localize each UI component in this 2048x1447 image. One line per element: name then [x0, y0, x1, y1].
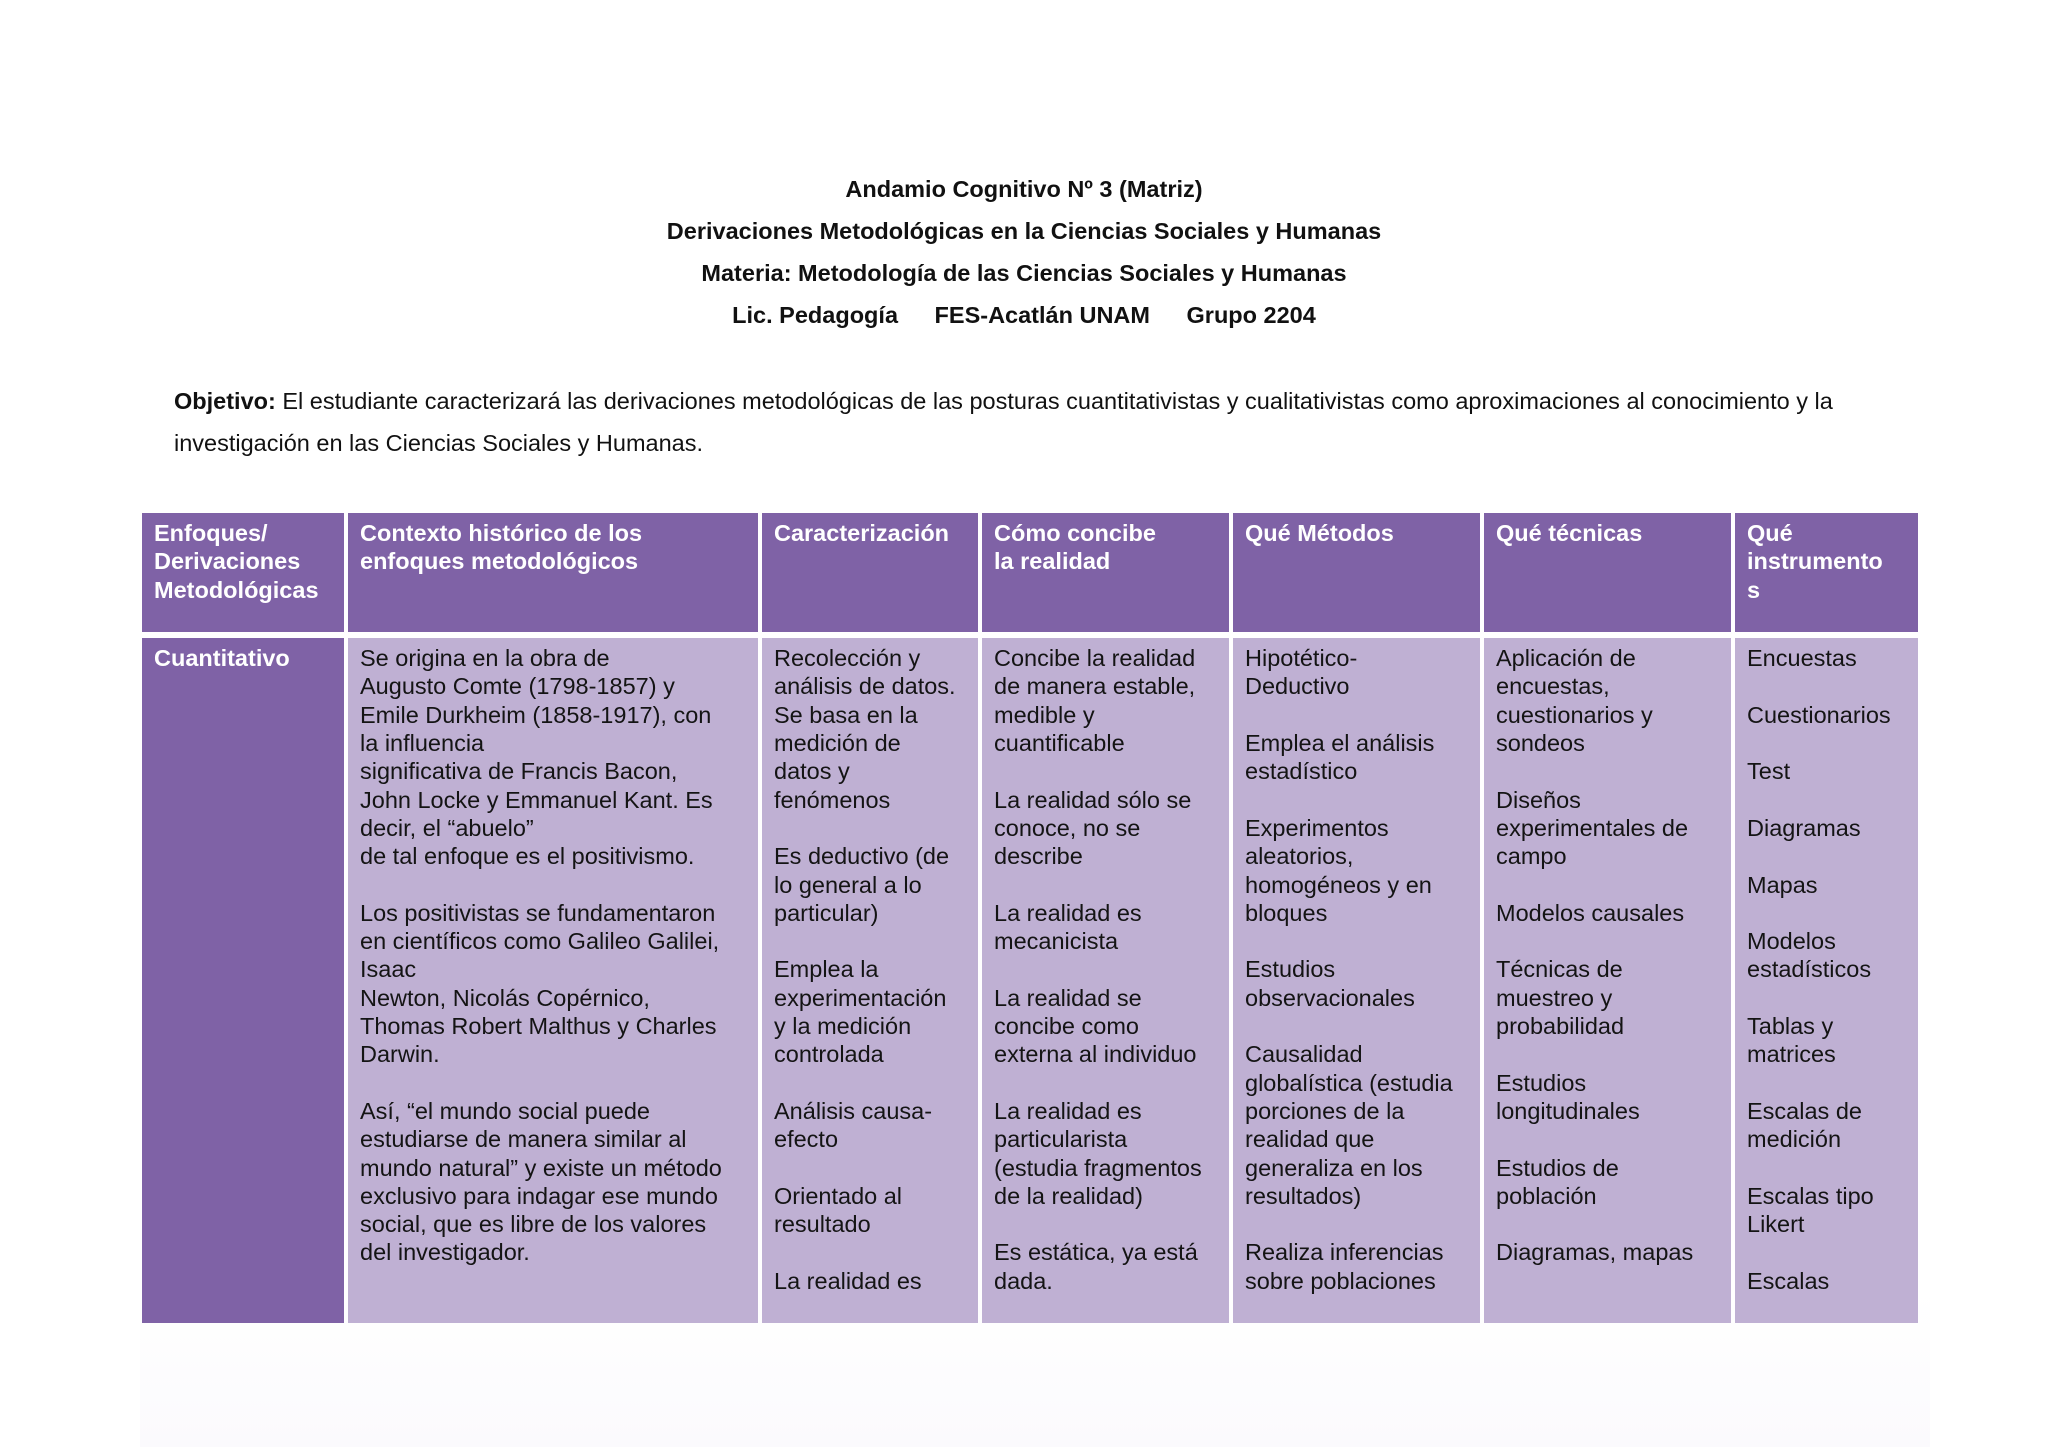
list-item: Técnicas de muestreo y probabilidad: [1496, 956, 1625, 1040]
methodology-matrix: [138, 513, 1922, 1323]
list-item: Cuestionarios: [1747, 701, 1891, 728]
cell-techniques: [1484, 638, 1731, 1323]
list-item: Modelos estadísticos: [1747, 928, 1872, 983]
list-item: Hipotético- Deductivo: [1245, 645, 1358, 700]
list-item: Es deductivo (de lo general a lo particular): [774, 843, 950, 926]
list-item: Mapas: [1747, 871, 1818, 898]
header-cell-contexto: Contexto histórico de los enfoques metodológicos: [348, 513, 758, 638]
list-item: Estudios de población: [1496, 1154, 1619, 1209]
matrix-header-row: [142, 513, 1918, 638]
table-row: [142, 638, 1918, 1323]
header-cell-enfoques: Enfoques/ Derivaciones Metodológicas: [142, 513, 344, 638]
cell-characterization: [762, 638, 978, 1323]
cell-context: [348, 638, 758, 1323]
objective-label: Objetivo:: [174, 388, 276, 414]
list-item: Estudios longitudinales: [1496, 1069, 1640, 1124]
list-item: La realidad sólo se conoce, no se describe: [994, 786, 1192, 870]
list-item: Causalidad globalística (estudia porciones de la realidad que generaliza en los resultados): [1245, 1041, 1453, 1209]
list-item: Encuestas: [1747, 645, 1857, 672]
list-item: Test: [1747, 758, 1791, 785]
list-item: Escalas de medición: [1747, 1097, 1862, 1153]
list-item: Emplea la experimentación y la medición controlada: [774, 956, 947, 1068]
institution-label: FES-Acatlán UNAM: [934, 302, 1150, 328]
header-cell-metodos: Qué Métodos: [1233, 513, 1480, 638]
context-paragraph: Los positivistas se fundamentaron en científicos como Galileo Galilei, Isaac Newton, Nicolás Copérnico, Thomas Robert Malthus y Charles Darwin.: [360, 899, 720, 1068]
list-item: Tablas y matrices: [1747, 1013, 1836, 1068]
cell-methods: [1233, 638, 1480, 1323]
list-item: Diseños experimentales de campo: [1496, 786, 1689, 870]
header-cell-tecnicas: Qué técnicas: [1484, 513, 1731, 638]
list-item: Es estática, ya está dada.: [994, 1239, 1198, 1294]
group-label: Grupo 2204: [1186, 302, 1316, 328]
meta-line: [0, 294, 2048, 336]
list-item: Escalas tipo Likert: [1747, 1182, 1874, 1238]
list-item: Emplea el análisis estadístico: [1245, 730, 1435, 785]
list-item: Diagramas: [1747, 814, 1861, 841]
list-item: Análisis causa- efecto: [774, 1097, 933, 1153]
context-paragraph: Se origina en la obra de Augusto Comte (1798-1857) y Emile Durkheim (1858-1917), con la influencia significativa de Francis Bacon, John Locke y Emmanuel Kant. Es decir, el “abuelo” de tal enfoque es el positivismo.: [360, 645, 713, 870]
document-header: [0, 168, 2048, 336]
header-cell-caracterizacion: Caracterización: [762, 513, 978, 638]
list-item: Modelos causales: [1496, 899, 1685, 926]
document-subtitle: Derivaciones Metodológicas en la Ciencias Sociales y Humanas: [666, 218, 1382, 244]
list-item: Estudios observacionales: [1245, 956, 1415, 1011]
subject-line: Materia: Metodología de las Ciencias Sociales y Humanas: [701, 260, 1347, 286]
document-title: Andamio Cognitivo Nº 3 (Matriz): [845, 176, 1203, 202]
objective-text: El estudiante caracterizará las derivaciones metodológicas de las posturas cuantitativistas y cualitativistas como aproximaciones al conocimiento y la investigación en las Ciencias Sociales y Humanas.: [174, 388, 1833, 456]
list-item: Recolección y análisis de datos. Se basa en la medición de datos y fenómenos: [774, 645, 956, 813]
objective-paragraph: [174, 380, 1894, 464]
program-label: Lic. Pedagogía: [732, 302, 899, 328]
list-item: Diagramas, mapas: [1496, 1239, 1694, 1266]
header-cell-instrumentos: Qué instrumento s: [1735, 513, 1918, 638]
list-item: La realidad es particularista (estudia fragmentos de la realidad): [994, 1097, 1202, 1209]
list-item: Experimentos aleatorios, homogéneos y en bloques: [1245, 814, 1432, 926]
context-paragraph: Así, “el mundo social puede estudiarse de manera similar al mundo natural” y existe un método exclusivo para indagar ese mundo social, que es libre de los valores del investigador.: [360, 1097, 722, 1266]
row-label-cuantitativo: Cuantitativo: [142, 638, 344, 1323]
list-item: Orientado al resultado: [774, 1182, 903, 1238]
list-item: Escalas: [1747, 1267, 1830, 1294]
list-item: Aplicación de encuestas, cuestionarios y sondeos: [1496, 645, 1653, 757]
list-item: La realidad es: [774, 1267, 922, 1294]
cell-instruments: [1735, 638, 1918, 1323]
list-item: Concibe la realidad de manera estable, medible y cuantificable: [994, 645, 1196, 757]
list-item: Realiza inferencias sobre poblaciones: [1245, 1239, 1444, 1294]
header-cell-realidad: Cómo concibe la realidad: [982, 513, 1229, 638]
list-item: La realidad es mecanicista: [994, 899, 1142, 955]
list-item: La realidad se concibe como externa al individuo: [994, 984, 1197, 1068]
cell-reality: [982, 638, 1229, 1323]
